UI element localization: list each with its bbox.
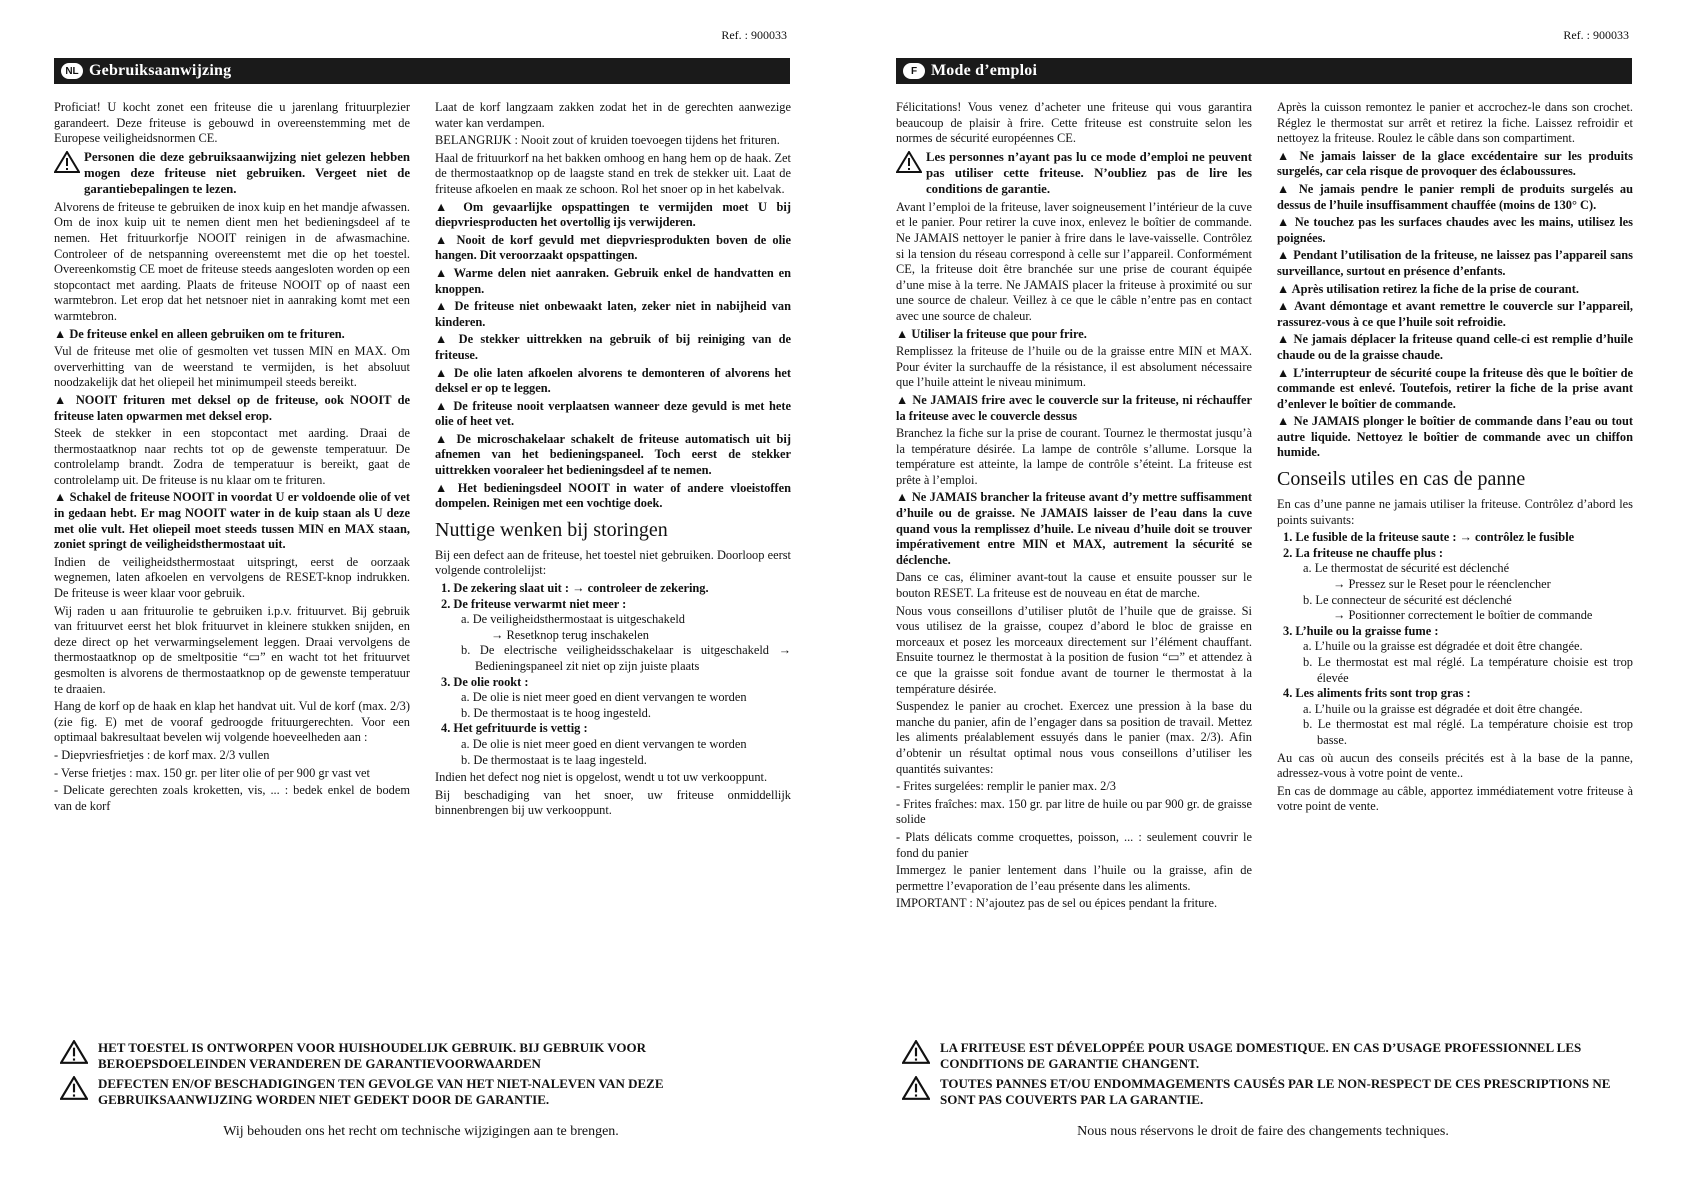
list-subitem: a. Le thermostat de sécurité est déclenché <box>1303 561 1510 576</box>
paragraph: Alvorens de friteuse te gebruiken de inox kuip en het mandje afwassen. Om de inox kuip uit te nemen dient men het bedieningsdeel af te nemen. Het frituurkorfje NOOIT reinigen in de afwasmachine. Controleer of de netspanning overeenstemt met die op het toestel. Overeenkomstig CE moet de friteuse steeds aangesloten worden op een stopcontact met aarding. Plaats de friteuse NOOIT op of naast een warmtebron. Let erop dat het netsnoer niet in aanraking komt met een warmtebron. <box>54 199 410 323</box>
paragraph: Steek de stekker in een stopcontact met aarding. Draai de thermostaatknop naar rechts tot op de gewenste temperatuur. De controlelamp brandt. Zodra de temperatuur is bereikt, gaat de controlelamp uit. De friteuse is nu klaar om te frituren. <box>54 426 410 487</box>
paragraph: Vul de friteuse met olie of gesmolten vet tussen MIN en MAX. Om oververhitting van de weerstand te vermijden, is het absoluut noodzakelijk dat het oliepeil het minimumpeil steeds bereikt. <box>54 344 410 390</box>
list-subitem: b. De thermostaat is te hoog ingesteld. <box>461 705 651 720</box>
bold-instruction: ▲ Ne JAMAIS plonger le boîtier de commande dans l’eau ou tout autre liquide. Nettoyez le boîtier de commande avec un chiffon humide. <box>1277 414 1633 460</box>
list-subitem: → Pressez sur le Reset pour le réenclencher <box>1333 577 1551 592</box>
list-subitem: b. De thermostaat is te laag ingesteld. <box>461 752 647 767</box>
section-header-bar <box>896 58 1632 84</box>
language-badge: F <box>903 63 925 79</box>
list-item: 1. Le fusible de la friteuse saute : → contrôlez le fusible <box>1283 530 1575 545</box>
page-french <box>842 0 1684 1190</box>
bold-instruction: ▲ Ne JAMAIS frire avec le couvercle sur la friteuse, ni réchauffer la friteuse avec le couvercle dessus <box>896 392 1252 423</box>
paragraph: Au cas où aucun des conseils précités est à la base de la panne, adressez-vous à votre point de vente.. <box>1277 750 1633 781</box>
bold-instruction: ▲ De olie laten afkoelen alvorens te demonteren of alvorens het deksel er op te leggen. <box>435 365 791 396</box>
list-item: 2. La friteuse ne chauffe plus : <box>1283 545 1444 560</box>
text-column-right <box>435 100 791 1030</box>
paragraph: Immergez le panier lentement dans l’huile ou la graisse, afin de permettre l’evaporation de l’eau présente dans les aliments. <box>896 863 1252 893</box>
bold-instruction: ▲ Ne JAMAIS brancher la friteuse avant d’y mettre suffisamment d’huile ou de graisse. Ne JAMAIS laisser de l’eau dans la cuve quand vous la remplissez d’huile. Le niveau d’huile doit se trouver impérativement entre MIN et MAX, autrement la sécurité se déclenche. <box>896 490 1252 567</box>
warning-text: Les personnes n’ayant pas lu ce mode d’emploi ne peuvent pas utiliser cette friteuse. N’oubliez pas de lire les conditions de garantie. <box>926 149 1252 196</box>
warning-text: DEFECTEN EN/OF BESCHADIGINGEN TEN GEVOLGE VAN HET NIET-NALEVEN VAN DEZE GEBRUIKSAANWIJZING WORDEN NIET GEDEKT DOOR DE GARANTIE. <box>98 1076 664 1107</box>
warning-block <box>54 149 410 197</box>
bold-instruction: ▲ Het bedieningsdeel NOOIT in water of andere vloeistoffen dompelen. Reinigen met een vochtige doek. <box>435 480 791 511</box>
list-item: - Frites surgelées: remplir le panier max. 2/3 <box>896 779 1116 794</box>
bold-instruction: ▲ Avant démontage et avant remettre le couvercle sur l’appareil, rassurez-vous à ce que l’huile soit refroidie. <box>1277 299 1633 329</box>
paragraph: En cas d’une panne ne jamais utiliser la friteuse. Contrôlez d’abord les points suivants: <box>1277 497 1633 527</box>
warning-text: LA FRITEUSE EST DÉVELOPPÉE POUR USAGE DOMESTIQUE. EN CAS D’USAGE PROFESSIONNEL LES CONDITIONS DE GARANTIE CHANGENT. <box>940 1040 1582 1071</box>
bold-instruction: ▲ Nooit de korf gevuld met diepvriesprodukten boven de olie hangen. Dit veroorzaakt opspattingen. <box>435 232 791 263</box>
page-title: Mode d’emploi <box>931 62 1038 79</box>
warning-block <box>896 149 1252 197</box>
warning-triangle-icon <box>902 1040 930 1064</box>
warning-triangle-icon <box>60 1040 88 1064</box>
list-item: - Delicate gerechten zoals kroketten, vis, ... : bedek enkel de bodem van de korf <box>54 783 410 813</box>
list-item: 4. Les aliments frits sont trop gras : <box>1283 686 1471 701</box>
list-subitem: a. De veiligheidsthermostaat is uitgeschakeld <box>461 612 685 627</box>
troubleshooting-list <box>1277 530 1633 748</box>
paragraph: Bij beschadiging van het snoer, uw friteuse onmiddellijk binnenbrengen bij uw verkooppunt. <box>435 787 791 818</box>
paragraph: Après la cuisson remontez le panier et accrochez-le dans son crochet. Réglez le thermostat sur arrêt et retirez la fiche. Laissez refroidir et nettoyez la friteuse. Roulez le câble dans son compartiment. <box>1277 100 1633 146</box>
paragraph: Indien de veiligheidsthermostaat uitspringt, eerst de oorzaak wegnemen, laten afkoelen en vervolgens de RESET-knop indrukken. De friteuse is weer klaar voor gebruik. <box>54 554 410 601</box>
paragraph: Proficiat! U kocht zonet een friteuse die u jarenlang frituurplezier garandeert. Deze friteuse is gebouwd in overeenstemming met de Europese veiligheidsnormen CE. <box>54 100 410 146</box>
text-column-left <box>54 100 410 1030</box>
list-subitem: a. De olie is niet meer goed en dient vervangen te worden <box>461 736 747 751</box>
bold-instruction: ▲ Ne touchez pas les surfaces chaudes avec les mains, utilisez les poignées. <box>1277 215 1633 245</box>
bold-instruction: ▲ De microschakelaar schakelt de friteuse automatisch uit bij afnemen van het bedieningspaneel. Toch eerst de stekker uittrekken vooraleer het bedieningsdeel af te nemen. <box>435 431 791 478</box>
warning-triangle-icon <box>60 1076 88 1100</box>
section-heading: Nuttige wenken bij storingen <box>435 518 668 541</box>
list-subitem: b. Le thermostat est mal réglé. La température choisie est trop basse. <box>1303 717 1633 747</box>
paragraph: Laat de korf langzaam zakken zodat het in de gerechten aanwezige water kan verdampen. <box>435 100 791 130</box>
warning-text: HET TOESTEL IS ONTWORPEN VOOR HUISHOUDELIJK GEBRUIK. BIJ GEBRUIK VOOR BEROEPSDOELEINDEN VERANDEREN DE GARANTIEVOORWAARDEN <box>98 1040 647 1071</box>
paragraph: Dans ce cas, éliminer avant-tout la cause et ensuite pousser sur le bouton RESET. La friteuse est de nouveau en état de marche. <box>896 570 1252 601</box>
paragraph: BELANGRIJK : Nooit zout of kruiden toevoegen tijdens het frituren. <box>435 133 780 148</box>
list-item: - Frites fraîches: max. 150 gr. par litre de huile ou par 900 gr. de graisse solide <box>896 796 1252 827</box>
paragraph: Félicitations! Vous venez d’acheter une friteuse qui vous garantira beaucoup de plaisir à frire. Cette friteuse est construite selon les normes de sécurité européennes CE. <box>896 100 1252 146</box>
list-item: - Verse frietjes : max. 150 gr. per liter olie of per 900 gr vast vet <box>54 765 370 780</box>
text-column-left <box>896 100 1252 1030</box>
list-item: - Plats délicats comme croquettes, poisson, ... : seulement couvrir le fond du panier <box>896 829 1252 860</box>
bold-instruction: ▲ Ne jamais déplacer la friteuse quand celle-ci est remplie d’huile chaude ou de la graisse chaude. <box>1277 332 1633 362</box>
bold-instruction: ▲ De friteuse nooit verplaatsen wanneer deze gevuld is met hete olie of heet vet. <box>435 398 791 429</box>
bold-instruction: ▲ Schakel de friteuse NOOIT in voordat U er voldoende olie of vet in gedaan hebt. Er mag NOOIT water in de kuip staan als U deze met olie vult. Het oliepeil moet steeds tussen MIN en MAX staan, zoniet springt de veiligheidsthermostaat uit. <box>54 490 410 552</box>
warranty-warning <box>902 1040 1632 1072</box>
paragraph: Suspendez le panier au crochet. Exercez une pression à la base du manche du panier, afin de l’engager dans sa position de travail. Mettez les aliments préalablement essuyés dans le panier (max. 2/3). Afin d’obtenir un résultat optimal nous vous conseillons d’utiliser les quantités suivantes: <box>896 699 1252 776</box>
section-heading: Conseils utiles en cas de panne <box>1277 468 1526 491</box>
paragraph: Hang de korf op de haak en klap het handvat uit. Vul de korf (max. 2/3) (zie fig. E) met de vooraf gedroogde frituurgerechten. Voor een optimaal bakresultaat bevelen wij volgende hoeveelheden aan : <box>54 699 410 745</box>
bold-instruction: ▲ Ne jamais laisser de la glace excédentaire sur les produits surgelés, car cela risque de provoquer des éclaboussures. <box>1277 148 1633 179</box>
section-header-bar <box>54 58 790 84</box>
paragraph: Remplissez la friteuse de l’huile ou de la graisse entre MIN et MAX. Pour éviter la surchauffe de la résistance, il est absolument nécessaire que l’huile atteint le niveau minimum. <box>896 344 1252 390</box>
text-column-right <box>1277 100 1633 1030</box>
bold-instruction: ▲ De friteuse enkel en alleen gebruiken om te frituren. <box>54 326 345 341</box>
language-badge: NL <box>61 63 83 79</box>
warning-triangle-icon <box>896 151 922 173</box>
list-subitem: a. L’huile ou la graisse est dégradée et doit être changée. <box>1303 639 1583 654</box>
bold-instruction: ▲ Utiliser la friteuse que pour frire. <box>896 326 1087 341</box>
bold-instruction: ▲ Warme delen niet aanraken. Gebruik enkel de handvatten en knoppen. <box>435 265 791 296</box>
paragraph: Avant l’emploi de la friteuse, laver soigneusement l’intérieur de la cuve et le panier. Pour retirer la cuve inox, enlevez le boîtier de commande. Ne JAMAIS nettoyer le panier à frire dans le lave-vaisselle. Contrôlez si la tension du réseau correspond à celle sur l’appareil. Conformément CE, la friteuse doit être branchée sur une prise de courant équipée d’une mise à la terre. Ne JAMAIS placer la friteuse à proximité ou sur une source de chaleur. Veillez à ce que le câble n’entre pas en contact avec une source de chaleur. <box>896 199 1252 323</box>
paragraph: Bij een defect aan de friteuse, het toestel niet gebruiken. Doorloop eerst volgende controlelijst: <box>435 547 791 578</box>
warning-triangle-icon <box>54 151 80 173</box>
warning-text: Personen die deze gebruiksaanwijzing niet gelezen hebben mogen deze friteuse niet gebruiken. Vergeet niet de garantiebepalingen te lezen. <box>84 149 410 196</box>
warning-triangle-icon <box>902 1076 930 1100</box>
reference-number: Ref. : 900033 <box>1563 28 1629 42</box>
warranty-warning <box>60 1076 790 1108</box>
paragraph: Haal de frituurkorf na het bakken omhoog en hang hem op de haak. Zet de thermostaatknop op de laagste stand en trek de stekker uit. Laat de friteuse afkoelen en maak ze schoon. Rol het snoer op in het kabelvak. <box>435 150 791 196</box>
list-subitem: b. Le connecteur de sécurité est déclenché <box>1303 592 1512 607</box>
reference-number: Ref. : 900033 <box>721 28 787 42</box>
paragraph: Branchez la fiche sur la prise de courant. Tournez le thermostat jusqu’à la température désirée. La lampe de contrôle s’allume. Lorsque la température est atteinte, la lampe de contrôle s’éteint. La friteuse est prête à l’emploi. <box>896 426 1252 487</box>
list-subitem: → Positionner correctement le boîtier de commande <box>1333 608 1593 623</box>
list-item: - Diepvriesfrietjes : de korf max. 2/3 vullen <box>54 747 270 762</box>
paragraph: En cas de dommage au câble, apportez immédiatement votre friteuse à votre point de vente. <box>1277 783 1633 814</box>
bold-instruction: ▲ De stekker uittrekken na gebruik of bij reiniging van de friteuse. <box>435 332 791 362</box>
list-item: 4. Het gefrituurde is vettig : <box>441 721 588 736</box>
bold-instruction: ▲ NOOIT frituren met deksel op de friteuse, ook NOOIT de friteuse laten opwarmen met deksel erop. <box>54 392 410 423</box>
paragraph: IMPORTANT : N’ajoutez pas de sel ou épices pendant la friture. <box>896 896 1218 911</box>
paragraph: Wij raden u aan frituurolie te gebruiken i.p.v. frituurvet. Bij gebruik van frituurvet eerst het blok frituurvet in kleinere stukken snijden, en deze direct op het verwarmingselement leggen. Draai vervolgens de thermostaatknop op de smeltpositie “▭” en wacht tot het frituurvet gesmolten is alvorens de thermostaatknop op de gewenste temperatuur te draaien. <box>54 603 410 696</box>
warranty-warning <box>60 1040 790 1072</box>
footer-note: Wij behouden ons het recht om technische wijzigingen aan te brengen. <box>223 1124 619 1139</box>
list-item: 1. De zekering slaat uit : → controleer de zekering. <box>441 581 709 596</box>
troubleshooting-list <box>435 581 791 768</box>
list-item: 3. De olie rookt : <box>441 674 529 689</box>
list-item: 3. L’huile ou la graisse fume : <box>1283 623 1439 638</box>
bold-instruction: ▲ Après utilisation retirez la fiche de la prise de courant. <box>1277 281 1579 296</box>
list-subitem: b. De electrische veiligheidsschakelaar is uitgeschakeld → Bedieningspaneel zit niet op zijn juiste plaats <box>461 643 791 673</box>
page-title: Gebruiksaanwijzing <box>89 62 232 79</box>
list-subitem: a. De olie is niet meer goed en dient vervangen te worden <box>461 690 747 705</box>
footer-note: Nous nous réservons le droit de faire des changements techniques. <box>1077 1124 1449 1139</box>
bold-instruction: ▲ Om gevaarlijke opspattingen te vermijden moet U bij diepvriesproducten het overtollig ijs verwijderen. <box>435 199 791 230</box>
list-subitem: b. Le thermostat est mal réglé. La température choisie est trop élevée <box>1303 655 1633 685</box>
warranty-warning <box>902 1076 1632 1108</box>
list-subitem: a. L’huile ou la graisse est dégradée et doit être changée. <box>1303 701 1583 716</box>
bold-instruction: ▲ Pendant l’utilisation de la friteuse, ne laissez pas l’appareil sans surveillance, surtout en présence d’enfants. <box>1277 248 1633 278</box>
list-subitem: → Resetknop terug inschakelen <box>491 627 649 642</box>
bold-instruction: ▲ De friteuse niet onbewaakt laten, zeker niet in nabijheid van kinderen. <box>435 299 791 329</box>
warning-text: TOUTES PANNES ET/OU ENDOMMAGEMENTS CAUSÉS PAR LE NON-RESPECT DE CES PRESCRIPTIONS NE SONT PAS COUVERTS PAR LA GARANTIE. <box>940 1076 1611 1107</box>
list-item: 2. De friteuse verwarmt niet meer : <box>441 596 627 611</box>
bold-instruction: ▲ L’interrupteur de sécurité coupe la friteuse dès que le boîtier de commande est enlevé. Toutefois, retirer la fiche de la prise avant d’enlever le boîtier de commande. <box>1277 365 1633 411</box>
paragraph: Nous vous conseillons d’utiliser plutôt de l’huile que de graisse. Si vous utilisez de la graisse, coupez d’abord le bloc de graisse en morceaux et posez les morceaux directement sur l’élément chauffant. Ensuite tournez le thermostat à la position de fusion “▭” et attendez à ce que la graisse soit fondue avant de tourner le thermostat à la température désirée. <box>896 603 1252 696</box>
paragraph: Indien het defect nog niet is opgelost, wendt u tot uw verkooppunt. <box>435 770 768 785</box>
bold-instruction: ▲ Ne jamais pendre le panier rempli de produits surgelés au dessus de l’huile insuffisamment chauffée (moins de 130° C). <box>1277 181 1633 212</box>
